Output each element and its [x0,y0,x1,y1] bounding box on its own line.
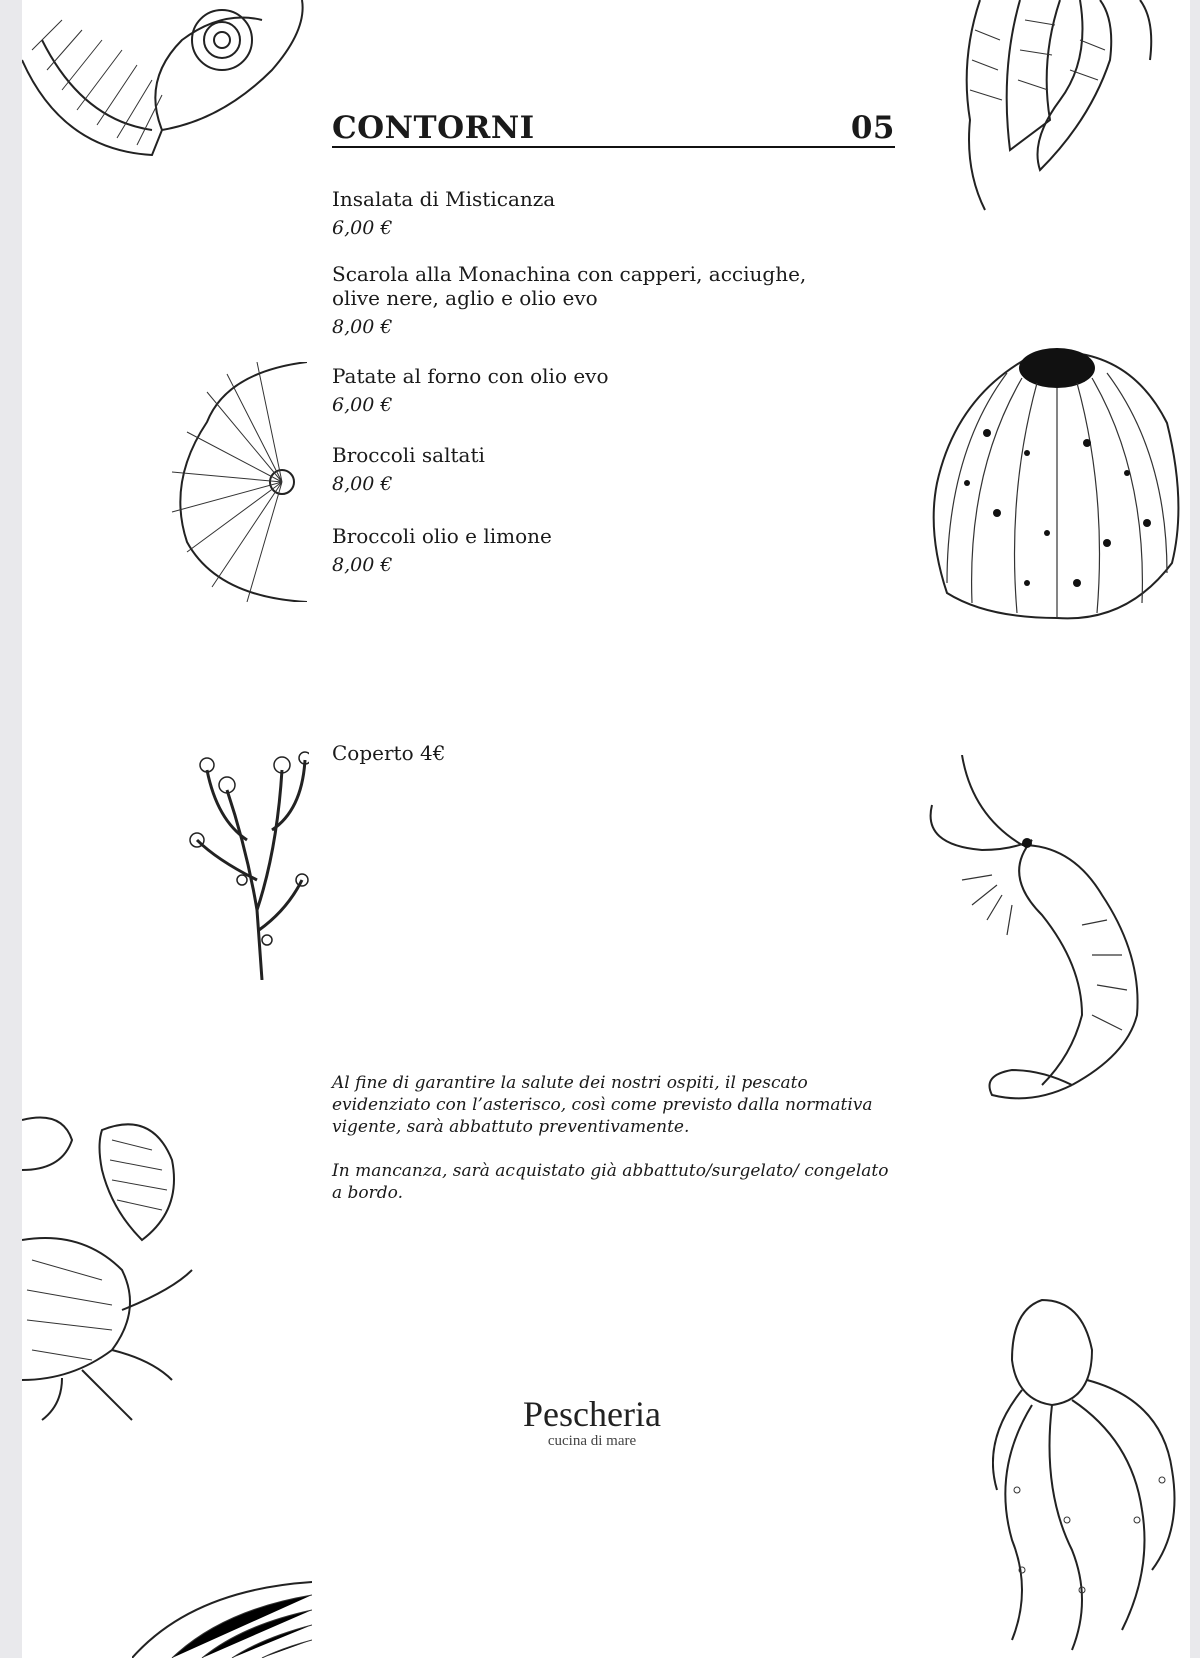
menu-item [332,187,852,239]
menu-item [332,364,852,416]
menu-item-name: Scarola alla Monachina con capperi, acciughe, olive nere, aglio e olio evo [332,262,807,310]
coral-icon [187,730,309,980]
restaurant-logo [482,1393,702,1450]
menu-item [332,443,852,495]
section-header [332,110,895,148]
menu-item-price: 6,00 € [332,217,393,239]
menu-item-name: Broccoli olio e limone [332,524,552,548]
shell-icon [22,0,307,160]
page-number: 05 [850,110,895,146]
notice-paragraph: In mancanza, sarà acquistato già abbattuto/surgelato/ congelato a bordo. [332,1161,889,1203]
notice-paragraph: Al fine di garantire la salute dei nostri ospiti, il pescato evidenziato con l’asterisco, così come previsto dalla normativa vigente, sarà abbattuto preventivamente. [332,1073,873,1137]
crab-icon [22,1110,197,1430]
lobster-icon [940,0,1170,215]
health-notice [332,1072,892,1226]
cover-charge: Coperto 4€ [332,741,446,765]
clam-icon [167,362,307,602]
logo-tagline: cucina di mare [547,1433,637,1449]
menu-item-name: Insalata di Misticanza [332,187,556,211]
menu-item-price: 8,00 € [332,316,393,338]
logo-brand: Pescheria [523,1394,661,1434]
menu-page [22,0,1190,1658]
menu-item-name: Broccoli saltati [332,443,485,467]
menu-item [332,262,852,338]
octopus-icon [992,1290,1182,1658]
menu-item-price: 8,00 € [332,554,393,576]
menu-item [332,524,852,576]
sea-urchin-icon [927,333,1185,623]
scallop-icon [132,1580,312,1658]
section-title: CONTORNI [332,110,535,146]
menu-item-price: 8,00 € [332,473,393,495]
menu-item-name: Patate al forno con olio evo [332,364,609,388]
menu-item-price: 6,00 € [332,394,393,416]
shrimp-icon [922,755,1167,1115]
